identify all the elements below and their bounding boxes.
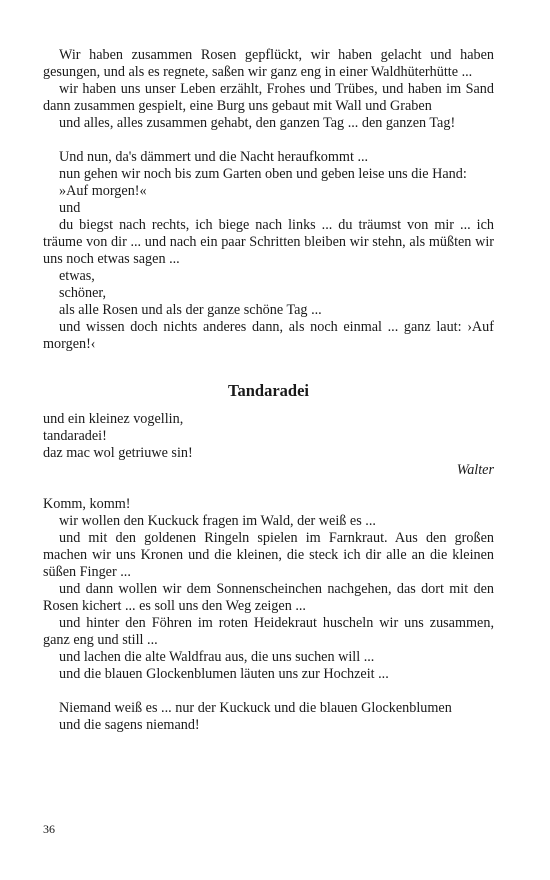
text-line: und [59, 200, 81, 216]
page-number: 36 [43, 822, 55, 836]
text-line: und die blauen Glockenblumen läuten uns zur Hochzeit ... [59, 666, 389, 682]
text-line: Komm, komm! [43, 496, 131, 512]
text-line: und hinter den Föhren im roten Heidekraut huscheln wir uns zusammen, ganz eng und still ... [43, 615, 494, 648]
text-line: Niemand weiß es ... nur der Kuckuck und die blauen Glockenblumen [59, 700, 452, 716]
text-line: und die sagens niemand! [59, 717, 200, 733]
text-line: schöner, [59, 285, 107, 301]
paragraph-gap [43, 479, 494, 496]
text-line: und alles, alles zusammen gehabt, den ganzen Tag ... den ganzen Tag! [59, 115, 456, 131]
prose-section-2 [43, 411, 494, 734]
text-line: wir haben uns unser Leben erzählt, Frohes und Trübes, und haben im Sand dann zusammen gespielt, eine Burg uns gebaut mit Wall und Graben [43, 81, 494, 114]
paragraph-gap [43, 132, 494, 149]
text-line: als alle Rosen und als der ganze schöne Tag ... [59, 302, 322, 318]
text-line: daz mac wol getriuwe sin! [43, 445, 193, 461]
text-line: »Auf morgen!« [59, 183, 147, 199]
text-line: du biegst nach rechts, ich biege nach links ... du träumst von mir ... ich träume von dir ... und nach ein paar Schritten bleiben wir stehn, als müßten wir uns noch etwas sagen ... [43, 217, 494, 267]
text-line: Wir haben zusammen Rosen gepflückt, wir haben gelacht und haben gesungen, und als es regnete, saßen wir ganz eng in einer Waldhüterhütte ... [43, 47, 494, 80]
prose-section-1 [43, 47, 494, 353]
text-line: Und nun, da's dämmert und die Nacht heraufkommt ... [59, 149, 369, 165]
text-line: nun gehen wir noch bis zum Garten oben und geben leise uns die Hand: [59, 166, 467, 182]
text-line: und mit den goldenen Ringeln spielen im Farnkraut. Aus den großen machen wir uns Kronen und die kleinen, die steck ich dir alle an die kleinen süßen Finger ... [43, 530, 494, 580]
chapter-heading: Tandaradei [227, 381, 309, 400]
text-line: tandaradei! [43, 428, 107, 444]
text-line: und dann wollen wir dem Sonnenscheinchen nachgehen, das dort mit den Rosen kichert ... es soll uns den Weg zeigen ... [43, 581, 494, 614]
book-page [43, 47, 494, 734]
signature-line: Walter [456, 462, 494, 478]
text-line: und lachen die alte Waldfrau aus, die uns suchen will ... [59, 649, 375, 665]
text-line: wir wollen den Kuckuck fragen im Wald, der weiß es ... [59, 513, 376, 529]
text-line: etwas, [59, 268, 95, 284]
text-line: und ein kleinez vogellin, [43, 411, 184, 427]
text-line: und wissen doch nichts anderes dann, als noch einmal ... ganz laut: ›Auf morgen!‹ [43, 319, 494, 352]
paragraph-gap [43, 683, 494, 700]
